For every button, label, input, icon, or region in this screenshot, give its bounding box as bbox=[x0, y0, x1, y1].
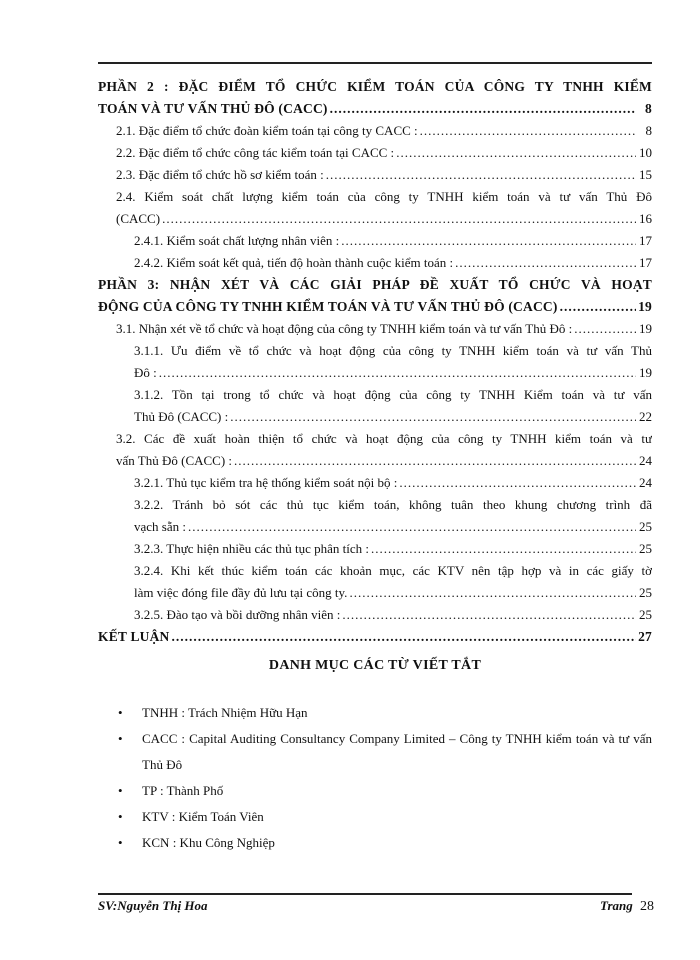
toc-item-3-2-4[interactable] bbox=[98, 560, 652, 604]
toc-part-3-line2: ĐỘNG CỦA CÔNG TY TNHH KIỂM TOÁN VÀ TƯ VẤN THỦ ĐÔ (CACC) bbox=[98, 299, 558, 314]
list-item bbox=[118, 830, 652, 856]
toc-page-number: 24 bbox=[639, 475, 652, 490]
toc-page-number: 25 bbox=[639, 519, 652, 534]
toc-item-3-1-1[interactable] bbox=[98, 340, 652, 384]
toc-item-title-line2: Thủ Đô (CACC) : bbox=[134, 409, 229, 424]
abbreviations-heading: DANH MỤC CÁC TỪ VIẾT TẮT bbox=[268, 658, 482, 673]
dot-leader bbox=[326, 164, 636, 186]
dot-leader bbox=[396, 142, 636, 164]
toc-conclusion-title: KẾT LUẬN bbox=[98, 629, 170, 644]
page-label: Trang bbox=[600, 898, 633, 913]
dot-leader bbox=[234, 450, 636, 472]
bullet-icon: • bbox=[118, 731, 123, 746]
toc-item-title-line1: 3.2. Các đề xuất hoàn thiện tổ chức và hoạt động của công ty TNHH kiểm toán và tư bbox=[116, 431, 652, 446]
toc-item-3-1-2[interactable] bbox=[98, 384, 652, 428]
toc-item-2-4-2[interactable] bbox=[98, 252, 652, 274]
toc-page-number: 22 bbox=[639, 409, 652, 424]
toc-page-number: 25 bbox=[639, 541, 652, 556]
page-indicator bbox=[600, 898, 654, 915]
toc-item-2-3[interactable] bbox=[98, 164, 652, 186]
toc-part-3[interactable] bbox=[98, 274, 652, 318]
abbreviation-text: KTV : Kiểm Toán Viên bbox=[142, 809, 264, 824]
list-item bbox=[118, 700, 652, 726]
toc-page-number: 15 bbox=[639, 167, 652, 182]
top-rule bbox=[98, 62, 652, 64]
dot-leader bbox=[230, 406, 636, 428]
dot-leader bbox=[172, 626, 637, 648]
toc-page-number: 8 bbox=[645, 101, 652, 116]
toc-item-2-1[interactable] bbox=[98, 120, 652, 142]
abbreviations-list bbox=[118, 700, 652, 856]
toc-item-title: 3.2.1. Thủ tục kiểm tra hệ thống kiểm soát nội bộ : bbox=[134, 475, 398, 490]
toc-item-title: 2.4.1. Kiểm soát chất lượng nhân viên : bbox=[134, 233, 340, 248]
list-item bbox=[118, 726, 652, 778]
toc-item-title: 3.2.5. Đào tạo và bồi dưỡng nhân viên : bbox=[134, 607, 341, 622]
dot-leader bbox=[159, 362, 636, 384]
bottom-rule bbox=[98, 893, 632, 895]
toc-item-title-line1: 3.2.4. Khi kết thúc kiểm toán các khoản mục, các KTV nên tập hợp và in các giấy tờ bbox=[134, 563, 652, 578]
dot-leader bbox=[420, 120, 636, 142]
dot-leader bbox=[574, 318, 636, 340]
toc-part-2-line2: TOÁN VÀ TƯ VẤN THỦ ĐÔ (CACC) bbox=[98, 101, 328, 116]
toc-item-title-line2: Đô : bbox=[134, 365, 157, 380]
page-number: 28 bbox=[640, 899, 654, 914]
toc-item-title: 2.4.2. Kiểm soát kết quả, tiến độ hoàn thành cuộc kiểm toán : bbox=[134, 255, 454, 270]
toc-page-number: 25 bbox=[639, 585, 652, 600]
toc-item-title-line2: vấn Thủ Đô (CACC) : bbox=[116, 453, 233, 468]
toc-item-title: 3.1. Nhận xét về tổ chức và hoạt động của công ty TNHH kiểm toán và tư vấn Thủ Đô : bbox=[116, 321, 573, 336]
toc-item-2-2[interactable] bbox=[98, 142, 652, 164]
toc-conclusion[interactable] bbox=[98, 626, 652, 648]
toc-item-2-4-1[interactable] bbox=[98, 230, 652, 252]
list-item bbox=[118, 778, 652, 804]
dot-leader bbox=[560, 296, 636, 318]
toc-part-2-line1: PHẦN 2 : ĐẶC ĐIỂM TỔ CHỨC KIỂM TOÁN CỦA CÔNG TY TNHH KIỂM bbox=[98, 79, 652, 94]
dot-leader bbox=[455, 252, 636, 274]
toc-item-2-4[interactable] bbox=[98, 186, 652, 230]
toc-item-title-line2: (CACC) bbox=[116, 211, 161, 226]
toc-page-number: 27 bbox=[638, 629, 652, 644]
abbreviation-text: CACC : Capital Auditing Consultancy Company Limited – Công ty TNHH kiểm toán và tư vấn Thủ Đô bbox=[142, 731, 652, 772]
abbreviation-text: TP : Thành Phố bbox=[142, 783, 224, 798]
toc-item-title-line1: 3.1.1. Ưu điểm về tổ chức và hoạt động của công ty TNHH kiểm toán và tư vấn Thủ bbox=[134, 343, 652, 358]
dot-leader bbox=[342, 604, 636, 626]
dot-leader bbox=[349, 582, 636, 604]
toc-item-title-line1: 3.1.2. Tồn tại trong tổ chức và hoạt động của công ty TNHH Kiểm toán và tư vấn bbox=[134, 387, 652, 402]
bullet-icon: • bbox=[118, 783, 123, 798]
toc-page-number: 17 bbox=[639, 233, 652, 248]
student-name: SV:Nguyễn Thị Hoa bbox=[98, 898, 208, 913]
toc-item-title-line1: 3.2.2. Tránh bỏ sót các thủ tục kiểm toán, không tuân theo khung chương trình đã bbox=[134, 497, 652, 512]
toc-page-number: 10 bbox=[639, 145, 652, 160]
toc-page-number: 24 bbox=[639, 453, 652, 468]
toc-item-title: 2.1. Đặc điểm tổ chức đoàn kiểm toán tại công ty CACC : bbox=[116, 123, 418, 138]
table-of-contents bbox=[98, 76, 652, 648]
toc-item-3-2-1[interactable] bbox=[98, 472, 652, 494]
toc-page-number: 19 bbox=[638, 299, 652, 314]
toc-item-3-2-3[interactable] bbox=[98, 538, 652, 560]
bullet-icon: • bbox=[118, 705, 123, 720]
toc-item-title-line2: làm việc đóng file đầy đủ lưu tại công ty. bbox=[134, 585, 348, 600]
toc-item-title-line1: 2.4. Kiểm soát chất lượng kiểm toán của công ty TNHH kiểm toán và tư vấn Thủ Đô bbox=[116, 189, 652, 204]
toc-item-title: 2.3. Đặc điểm tổ chức hồ sơ kiểm toán : bbox=[116, 167, 324, 182]
dot-leader bbox=[188, 516, 636, 538]
toc-part-2[interactable] bbox=[98, 76, 652, 120]
toc-item-title: 2.2. Đặc điểm tổ chức công tác kiểm toán tại CACC : bbox=[116, 145, 395, 160]
bullet-icon: • bbox=[118, 809, 123, 824]
dot-leader bbox=[162, 208, 636, 230]
toc-page-number: 19 bbox=[639, 321, 652, 336]
abbreviation-text: TNHH : Trách Nhiệm Hữu Hạn bbox=[142, 705, 308, 720]
abbreviation-text: KCN : Khu Công Nghiệp bbox=[142, 835, 275, 850]
dot-leader bbox=[341, 230, 636, 252]
toc-item-3-2-2[interactable] bbox=[98, 494, 652, 538]
toc-item-title: 3.2.3. Thực hiện nhiều các thủ tục phân tích : bbox=[134, 541, 369, 556]
toc-page-number: 17 bbox=[639, 255, 652, 270]
toc-page-number: 8 bbox=[645, 123, 652, 138]
toc-item-3-2-5[interactable] bbox=[98, 604, 652, 626]
toc-page-number: 16 bbox=[639, 211, 652, 226]
toc-item-3-1[interactable] bbox=[98, 318, 652, 340]
toc-page-number: 19 bbox=[639, 365, 652, 380]
dot-leader bbox=[330, 98, 636, 120]
toc-item-title-line2: vạch sẵn : bbox=[134, 519, 186, 534]
toc-part-3-line1: PHẦN 3: NHẬN XÉT VÀ CÁC GIẢI PHÁP ĐỀ XUẤT TỔ CHỨC VÀ HOẠT bbox=[98, 277, 652, 292]
dot-leader bbox=[371, 538, 636, 560]
toc-item-3-2[interactable] bbox=[98, 428, 652, 472]
dot-leader bbox=[399, 472, 636, 494]
bullet-icon: • bbox=[118, 835, 123, 850]
toc-page-number: 25 bbox=[639, 607, 652, 622]
list-item bbox=[118, 804, 652, 830]
